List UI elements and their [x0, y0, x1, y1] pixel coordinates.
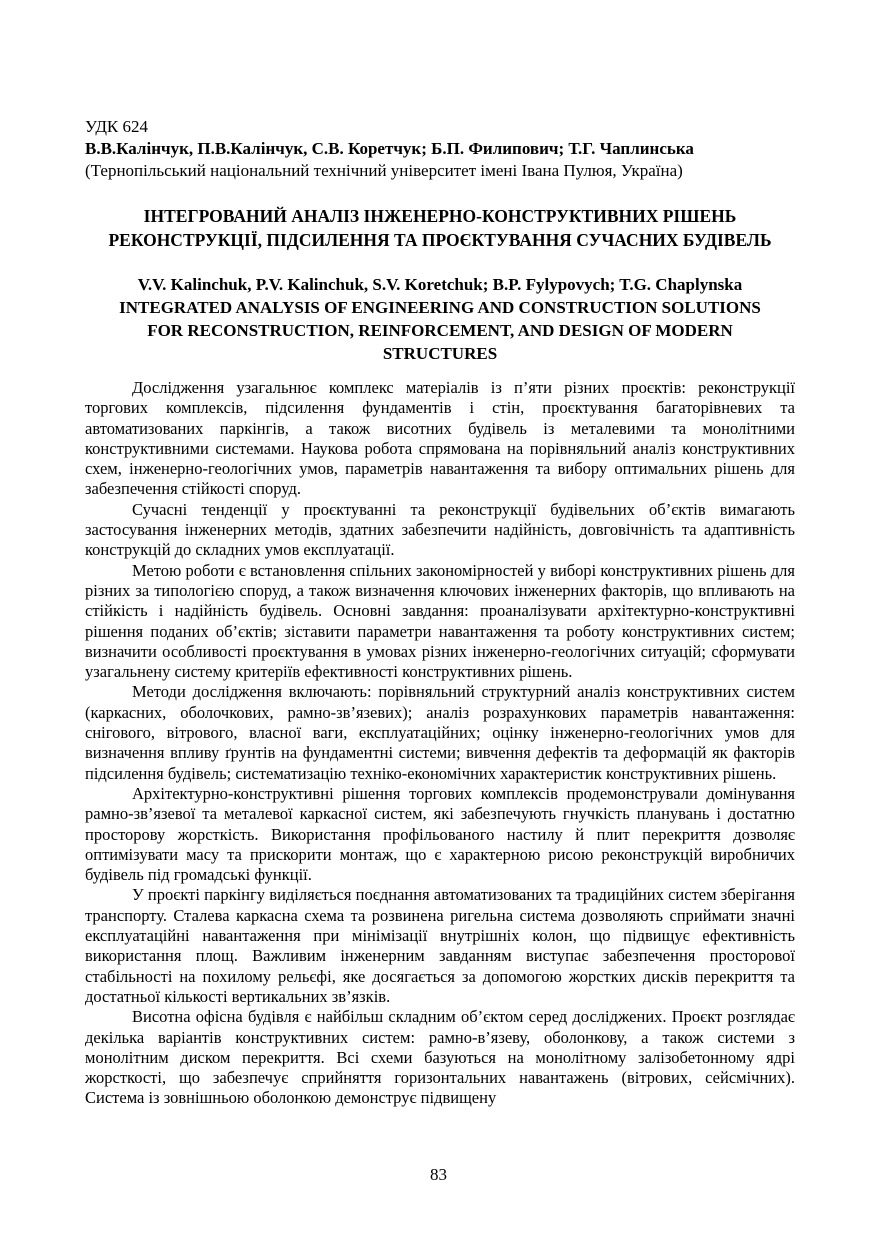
paragraph-retail-complexes: Архітектурно-конструктивні рішення торгових комплексів продемонстрували домінування рамно-зв’язевої та металевої каркасної систем, які забезпечують гнучкість планувань і достатню просторову жорсткість. Використання профільованого настилу й плит перекриття дозволяє оптимізувати масу та прискорити монтаж, що є характерною рисою реконструкцій виробничих будівель під громадські функції.	[85, 783, 795, 885]
udc-code: УДК 624	[85, 117, 149, 136]
paragraph-relevance: Сучасні тенденції у проєктуванні та реконструкції будівельних об’єктів вимагають застосування інженерних методів, здатних забезпечити надійність, довговічність та адаптивність конструкцій до складних умов експлуатації.	[85, 499, 795, 560]
title-english: INTEGRATED ANALYSIS OF ENGINEERING AND CONSTRUCTION SOLUTIONS FOR RECONSTRUCTION, REINFORCEMENT, AND DESIGN OF MODERN STRUCTURES	[119, 298, 761, 363]
authors-english: V.V. Kalinchuk, P.V. Kalinchuk, S.V. Koretchuk; B.P. Fylypovych; T.G. Chaplynska	[137, 275, 743, 294]
english-heading-block	[85, 273, 795, 365]
paragraph-highrise: Висотна офісна будівля є найбільш складним об’єктом серед досліджених. Проєкт розглядає декілька варіантів конструктивних систем: рамно-в’язеву, оболонкову, а також системи з монолітним диском перекриття. Всі схеми базуються на монолітному залізобетонному ядрі жорсткості, що забезпечує сприйняття горизонтальних навантажень (вітрових, сейсмічних). Система із зовнішньою оболонкою демонструє підвищену	[85, 1007, 795, 1108]
paragraph-methods: Методи дослідження включають: порівняльний структурний аналіз конструктивних систем (каркасних, оболочкових, рамно-зв’язевих); аналіз розрахункових параметрів навантаження: снігового, вітрового, власної ваги, експлуатаційних; оцінку інженерно-геологічних умов для визначення впливу ґрунтів на фундаментні системи; вивчення дефектів та деформацій як факторів підсилення будівель; систематизацію техніко-економічних характеристик конструктивних рішень.	[85, 682, 795, 783]
affiliation: (Тернопільський національний технічний університет імені Івана Пулюя, Україна)	[85, 161, 683, 180]
authors-ukrainian: В.В.Калінчук, П.В.Калінчук, С.В. Коретчук; Б.П. Филипович; Т.Г. Чаплинська	[85, 139, 694, 158]
abstract-body	[85, 378, 795, 1109]
paragraph-aim: Метою роботи є встановлення спільних закономірностей у виборі конструктивних рішень для різних за типологією споруд, а також визначення ключових інженерних факторів, що впливають на стійкість і надійність будівель. Основні завдання: проаналізувати архітектурно-конструктивні рішення поданих об’єктів; зіставити параметри навантаження та роботу конструктивних систем; визначити особливості проєктування в умовах різних інженерно-геологічних ситуацій; сформувати узагальнену систему критеріїв ефективності конструктивних рішень.	[85, 560, 795, 682]
paragraph-overview: Дослідження узагальнює комплекс матеріалів із п’яти різних проєктів: реконструкції торгових комплексів, підсилення фундаментів і стін, проєктування багаторівневих та автоматизованих паркінгів, а також висотних будівель із металевими та монолітними конструктивними системами. Наукова робота спрямована на порівняльний аналіз конструктивних схем, інженерно-геологічних умов, параметрів навантаження та вибору оптимальних рішень для забезпечення стійкості споруд.	[85, 378, 795, 499]
title-ukrainian: ІНТЕГРОВАНИЙ АНАЛІЗ ІНЖЕНЕРНО-КОНСТРУКТИВНИХ РІШЕНЬ РЕКОНСТРУКЦІЇ, ПІДСИЛЕННЯ ТА ПРОЄКТУВАННЯ СУЧАСНИХ БУДІВЕЛЬ	[108, 206, 772, 250]
paragraph-parking: У проєкті паркінгу виділяється поєднання автоматизованих та традиційних систем зберігання транспорту. Сталева каркасна схема та розвинена ригельна система дозволяють сприймати значні експлуатаційні навантаження при мінімізації внутрішніх колон, що підвищує ефективність використання площ. Важливим інженерним завданням виступає забезпечення просторової стабільності на похилому рельєфі, яке досягається за допомогою жорстких дисків перекриття та достатньої кількості вертикальних зв’язків.	[85, 885, 795, 1006]
page-number: 83	[430, 1165, 447, 1184]
